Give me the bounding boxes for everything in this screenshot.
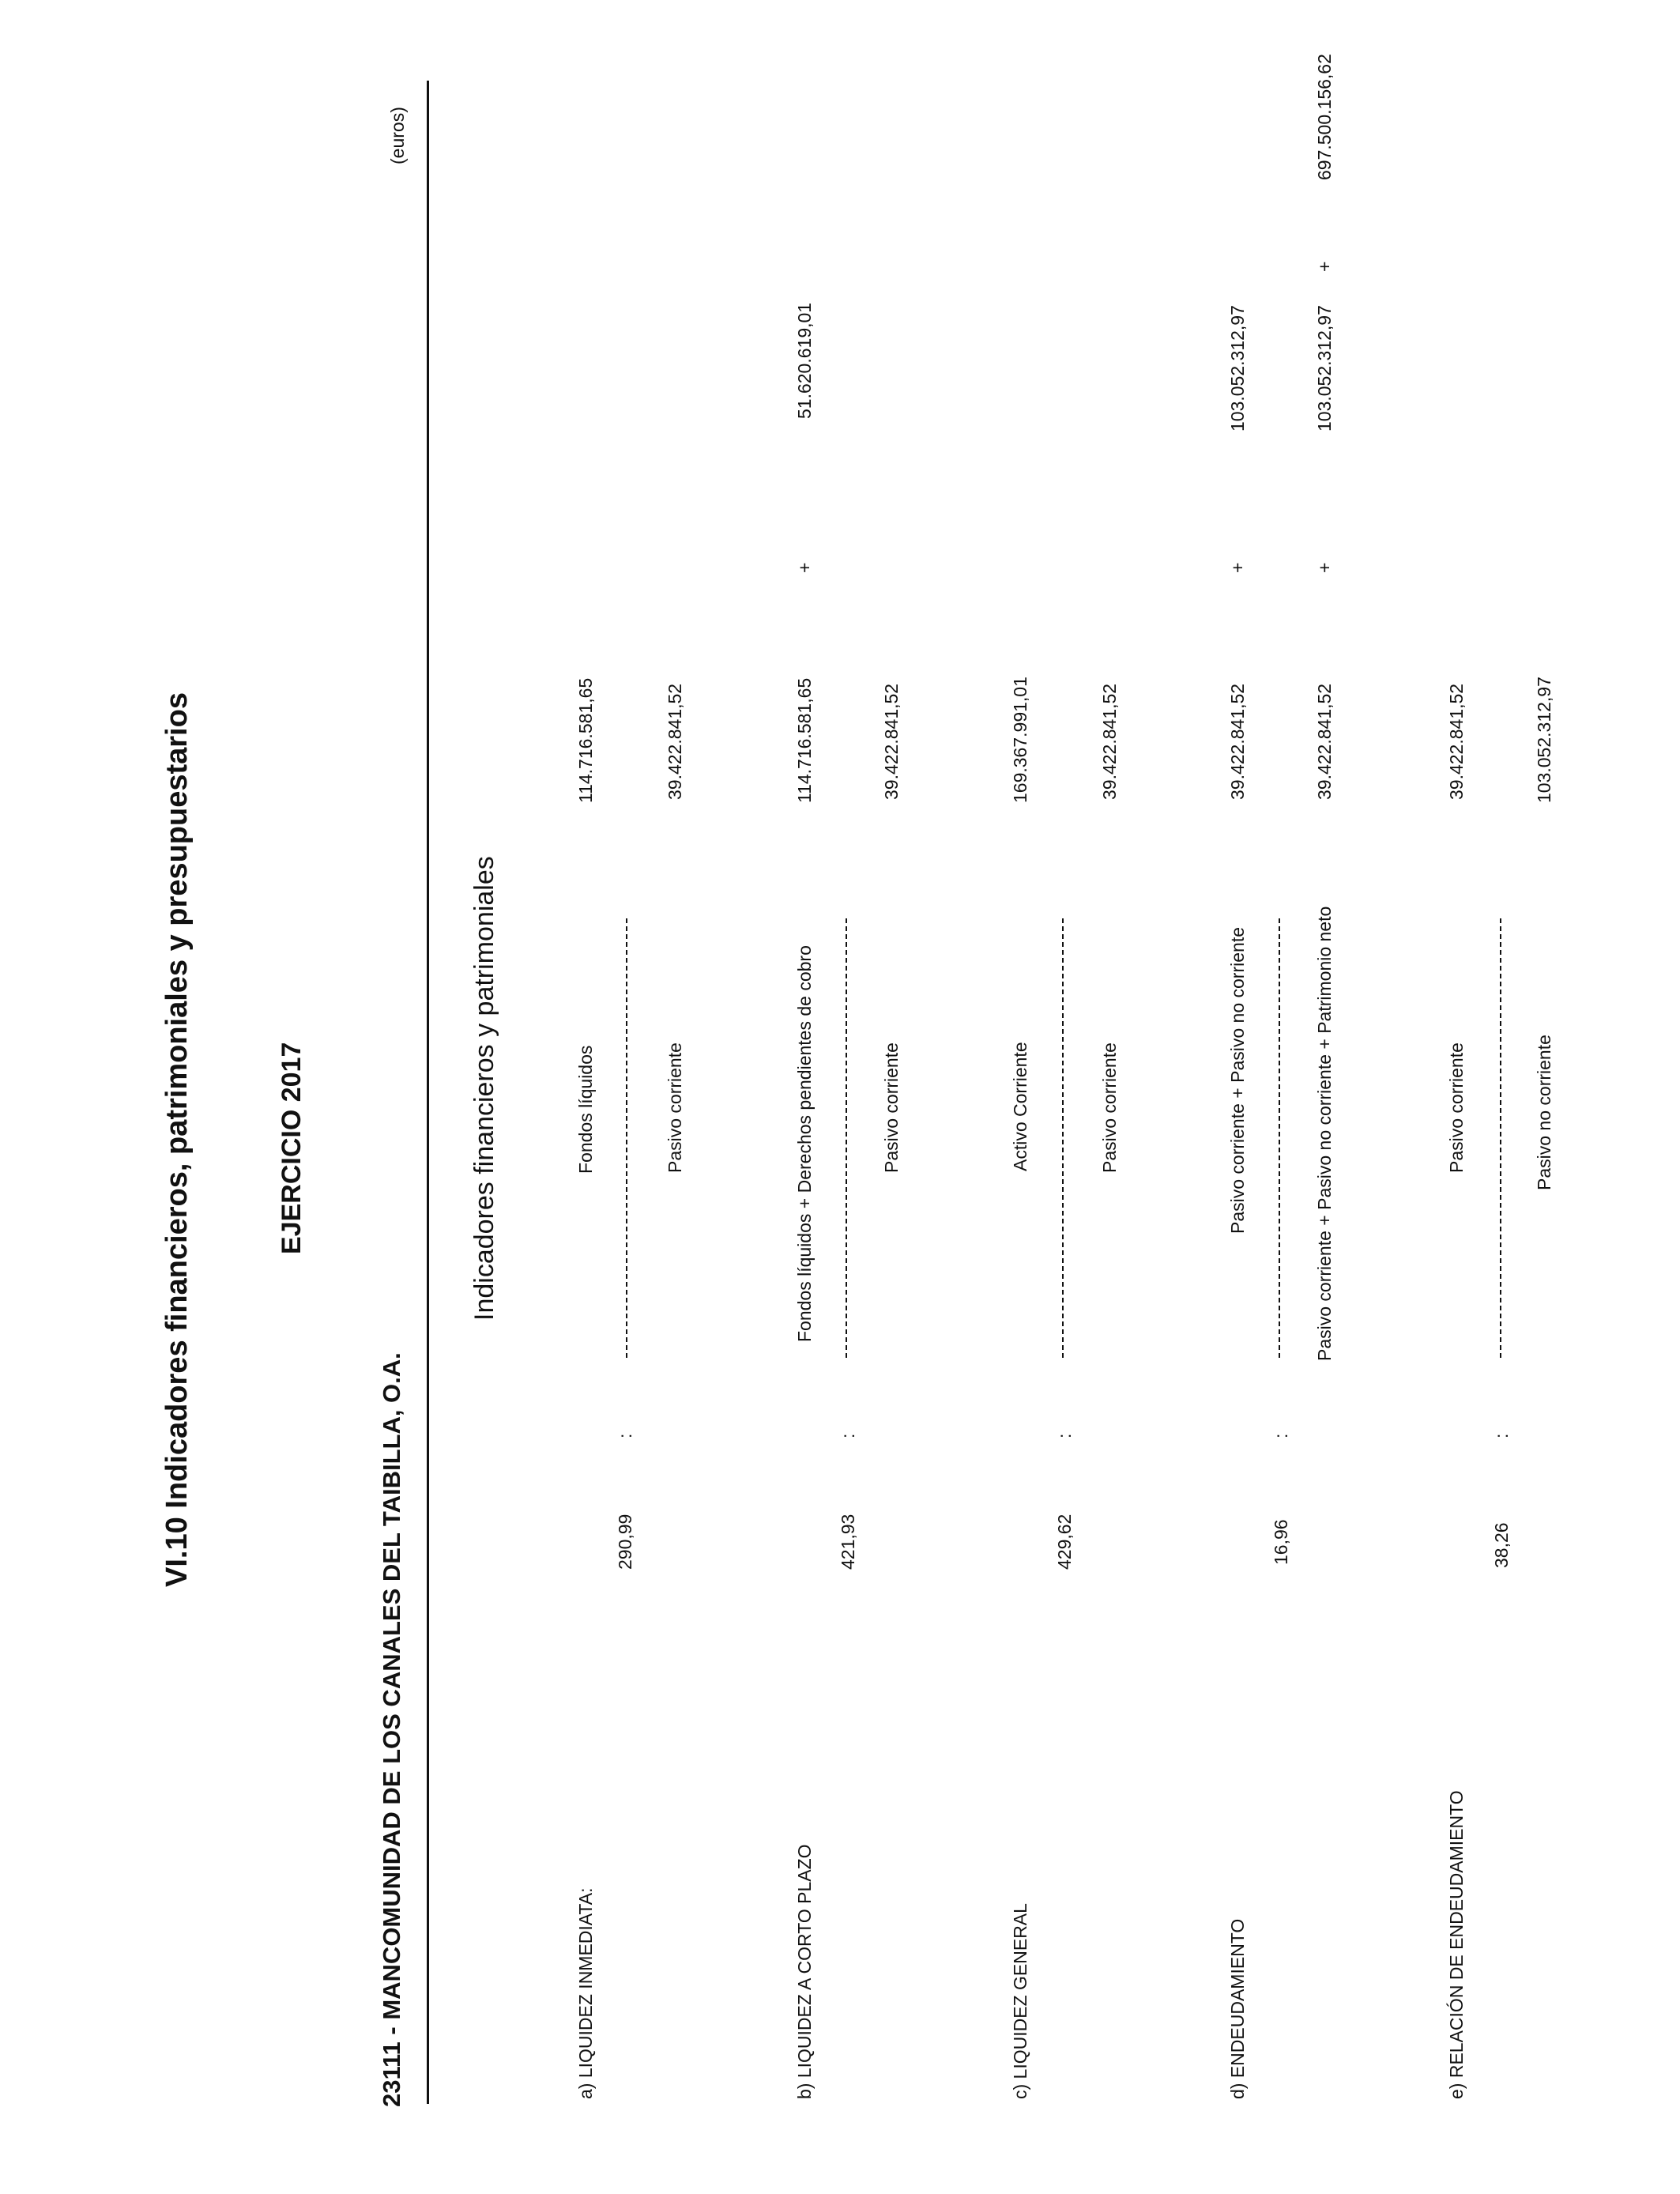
indicator-label: d) ENDEUDAMIENTO <box>1227 1918 1248 2099</box>
fraction-line <box>626 918 627 1358</box>
entity-name: 23111 - MANCOMUNIDAD DE LOS CANALES DEL TAIBILLA, O.A. <box>378 1352 405 2107</box>
indicator-value: 290,99 <box>615 1514 635 1570</box>
plus-operator: + <box>1227 562 1248 573</box>
numerator-value: 39.422.841,52 <box>1227 683 1248 800</box>
indicator-separator: : <box>1271 1433 1291 1438</box>
fraction-line <box>1500 918 1501 1358</box>
indicator-separator: : <box>615 1433 635 1438</box>
page-title: VI.10 Indicadores financieros, patrimoniales y presupuestarios <box>160 692 194 1587</box>
numerator-label: Fondos líquidos + Derechos pendientes de cobro <box>794 945 815 1342</box>
exercise-title: EJERCICIO 2017 <box>277 1042 307 1254</box>
plus-operator: + <box>1314 562 1335 573</box>
denominator-value: 103.052.312,97 <box>1534 677 1554 803</box>
numerator-value: 114.716.581,65 <box>794 677 815 803</box>
indicator-label: b) LIQUIDEZ A CORTO PLAZO <box>794 1844 815 2099</box>
indicator-separator: : <box>838 1433 858 1438</box>
fraction-line <box>1062 918 1064 1358</box>
numerator-label: Pasivo corriente + Pasivo no corriente <box>1227 926 1248 1234</box>
indicator-value: 38,26 <box>1491 1522 1512 1568</box>
numerator-label: Fondos líquidos <box>575 1045 596 1174</box>
numerator-value: 169.367.991,01 <box>1010 677 1030 803</box>
indicator-label: c) LIQUIDEZ GENERAL <box>1010 1903 1030 2099</box>
section-title: Indicadores financieros y patrimoniales <box>469 856 499 1321</box>
denominator-value: 39.422.841,52 <box>881 683 902 800</box>
indicator-separator: : <box>1491 1433 1512 1438</box>
numerator-label: Activo Corriente <box>1010 1042 1030 1171</box>
indicator-value: 429,62 <box>1054 1514 1075 1570</box>
indicator-label: a) LIQUIDEZ INMEDIATA: <box>575 1887 596 2099</box>
denominator-value: 39.422.841,52 <box>1099 683 1120 800</box>
denominator-label: Pasivo no corriente <box>1534 1035 1554 1190</box>
numerator-value: 39.422.841,52 <box>1446 683 1467 800</box>
indicator-value: 16,96 <box>1271 1519 1291 1565</box>
numerator-value: 103.052.312,97 <box>1227 305 1248 432</box>
indicator-value: 421,93 <box>838 1514 858 1570</box>
numerator-value: 51.620.619,01 <box>794 302 815 419</box>
numerator-label: Pasivo corriente <box>1446 1042 1467 1173</box>
denominator-label: Pasivo corriente + Pasivo no corriente + Patrimonio neto <box>1314 906 1335 1361</box>
plus-operator: + <box>1314 261 1335 272</box>
denominator-value: 103.052.312,97 <box>1314 305 1335 432</box>
fraction-line <box>846 918 847 1358</box>
denominator-value: 39.422.841,52 <box>1314 683 1335 800</box>
denominator-label: Pasivo corriente <box>665 1042 685 1173</box>
indicator-separator: : <box>1054 1433 1075 1438</box>
denominator-value: 39.422.841,52 <box>665 683 685 800</box>
denominator-label: Pasivo corriente <box>1099 1042 1120 1173</box>
plus-operator: + <box>794 562 815 573</box>
denominator-label: Pasivo corriente <box>881 1042 902 1173</box>
denominator-value: 697.500.156,62 <box>1314 54 1335 180</box>
numerator-value: 114.716.581,65 <box>575 677 596 803</box>
unit-label: (euros) <box>387 107 408 164</box>
header-rule <box>427 81 429 2104</box>
indicator-label: e) RELACIÓN DE ENDEUDAMIENTO <box>1446 1790 1467 2099</box>
fraction-line <box>1279 918 1280 1358</box>
